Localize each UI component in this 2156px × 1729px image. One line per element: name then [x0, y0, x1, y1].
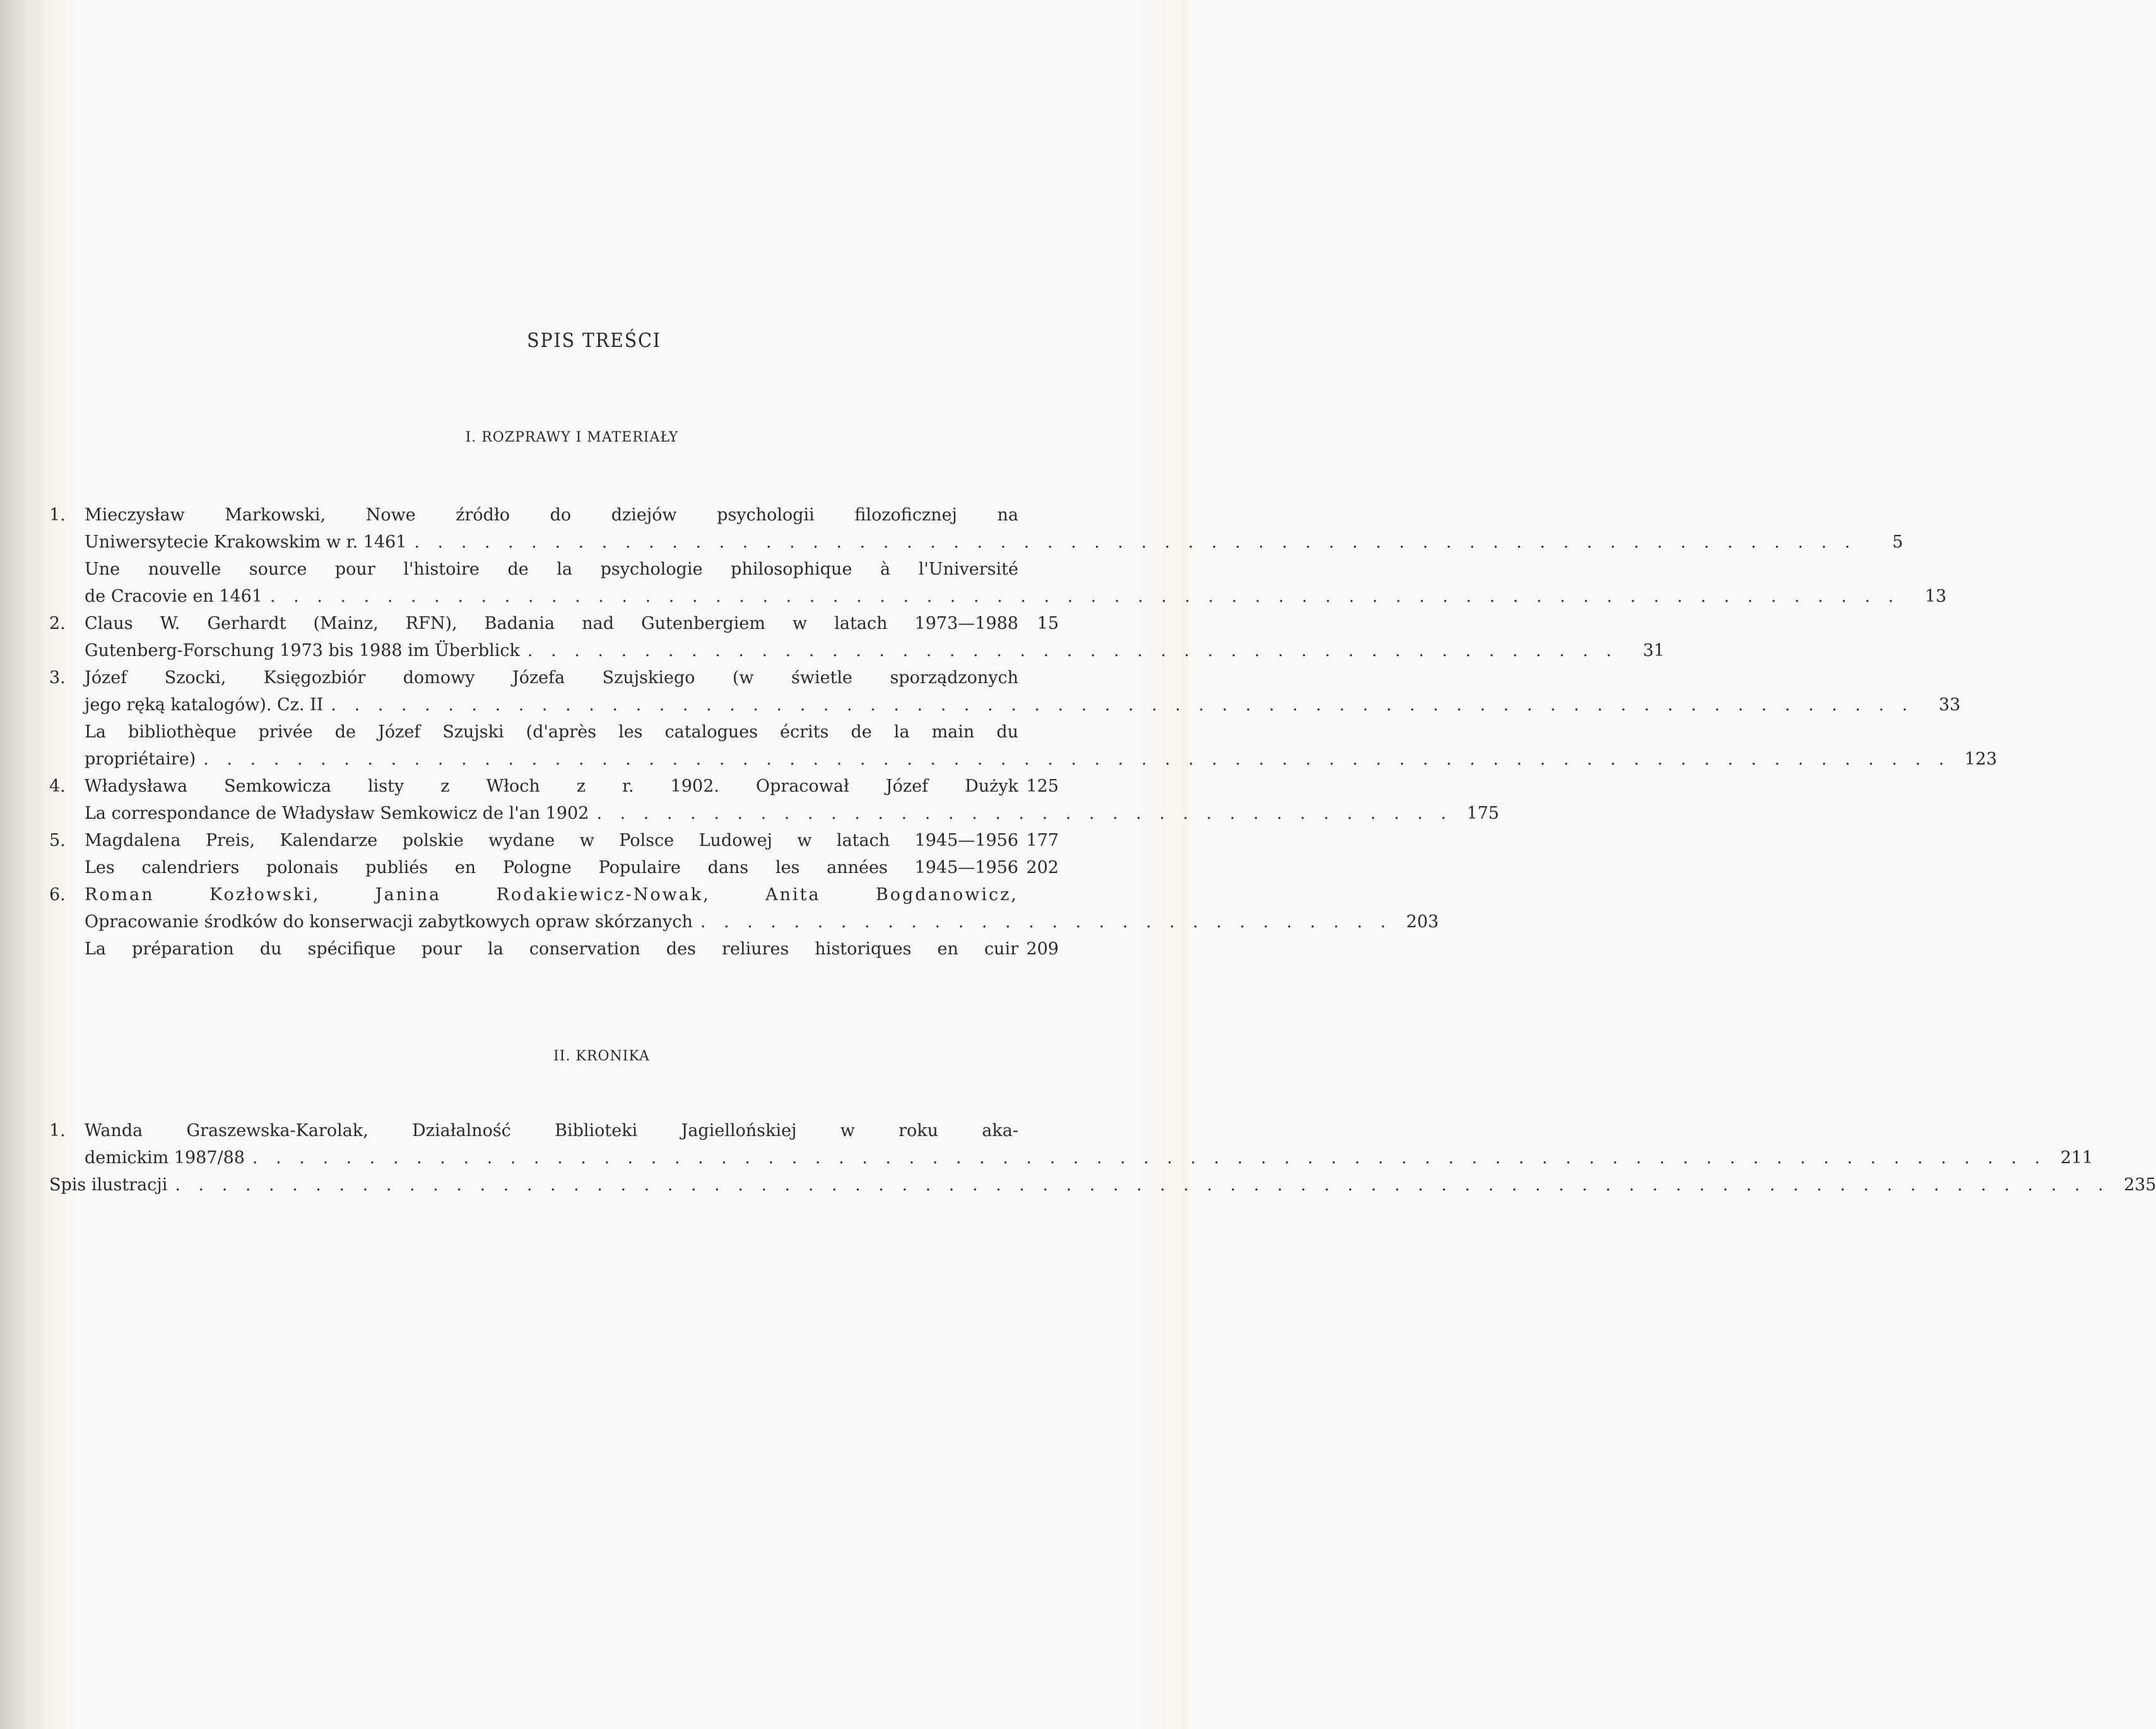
toc-section-rozprawy	[49, 501, 1998, 963]
translation-line: de Cracovie en 1461	[85, 587, 262, 606]
page-number[interactable]: 125	[1026, 777, 1059, 796]
toc-entry-line	[49, 800, 1499, 827]
toc-entry-line	[49, 773, 1059, 800]
entry-title-line: Uniwersytecie Krakowskim w r. 1461	[85, 532, 407, 552]
toc-entry-line	[49, 1117, 1059, 1144]
toc-entry-line	[49, 854, 1059, 881]
page-number[interactable]: 235	[2123, 1175, 2156, 1195]
leader-dots: . . . . . . . . . . . . . . . . . . . . . . . . . . . . . . . . . . . . . . . . . . . . . . . . . . . . . . . . . . . . . . . . . . . . . . . . . . . . .	[252, 1148, 2047, 1168]
page-title: SPIS TREŚCI	[527, 329, 661, 352]
entry-title-line: demickim 1987/88	[85, 1148, 245, 1168]
toc-entry-line	[49, 908, 1439, 935]
entry-number: 1.	[49, 505, 66, 525]
toc-section-kronika	[49, 1117, 2156, 1199]
toc-entry-line	[49, 583, 1947, 610]
section-heading-kronika: II. KRONIKA	[553, 1048, 650, 1064]
toc-entry-line	[49, 501, 1059, 529]
section-heading-rozprawy: I. ROZPRAWY I MATERIAŁY	[465, 430, 679, 445]
translation-line: propriétaire)	[85, 749, 196, 769]
entry-number: 3.	[49, 668, 66, 688]
entry-number: 4.	[49, 777, 66, 796]
entry-title-line: Magdalena Preis, Kalendarze polskie wydane w Polsce Ludowej w latach 1945—1956	[85, 831, 1018, 850]
translation-line: La préparation du spécifique pour la conservation des reliures historiques en cuir	[85, 939, 1018, 959]
toc-entry-line	[49, 1171, 2156, 1199]
translation-line: Gutenberg-Forschung 1973 bis 1988 im Überblick	[85, 641, 520, 660]
page-number[interactable]: 175	[1466, 804, 1499, 823]
entry-title-line: Władysława Semkowicza listy z Włoch z r. 1902. Opracował Józef Dużyk	[85, 777, 1018, 796]
page-number[interactable]: 5	[1892, 532, 1904, 552]
entry-title-line: Opracowanie środków do konserwacji zabytkowych opraw skórzanych	[85, 912, 693, 932]
leader-dots: . . . . . . . . . . . . . . . . . . . . . . . . . . . . . . . . . . . . . . . . . . . . . . .	[527, 641, 1618, 660]
page-number[interactable]: 211	[2060, 1148, 2094, 1168]
entry-title-line: Wanda Graszewska-Karolak, Działalność Biblioteki Jagiellońskiej w roku aka-	[85, 1121, 1018, 1140]
toc-entry-line	[49, 1144, 2094, 1171]
entry-title-line: Mieczysław Markowski, Nowe źródło do dziejów psychologii filozoficznej na	[85, 505, 1018, 525]
page-number[interactable]: 33	[1938, 695, 1961, 715]
entry-title-line: Józef Szocki, Księgozbiór domowy Józefa Szujskiego (w świetle sporządzonych	[85, 668, 1018, 688]
toc-entry-line	[49, 691, 1961, 718]
toc-entry-line	[49, 529, 1904, 556]
toc-entry-line	[49, 664, 1059, 691]
page-number[interactable]: 209	[1026, 939, 1059, 959]
entry-title-line: jego ręką katalogów). Cz. II	[85, 695, 324, 715]
toc-entry-line	[49, 718, 1059, 746]
toc-entry-line	[49, 637, 1665, 664]
page-number[interactable]: 13	[1924, 587, 1947, 606]
leader-dots: . . . . . . . . . . . . . . . . . . . . . . . . . . . . . . . . . . . . . . . . . . . . . . . . . . . . . . . . . . . . . . . . . . . . . . . . . . .	[203, 749, 1951, 769]
leader-dots: . . . . . . . . . . . . . . . . . . . . . . . . . . . . . . . . . . . . . . . . . . . . . . . . . . . . . . . . . . . . . . . . . . . . . .	[270, 587, 1900, 606]
leader-dots: . . . . . . . . . . . . . . . . . . . . . . . . . . . . . . . . . . . . . . . . . . . . . . . . . . . . . . . . . . . . . . . . . . . . . . . . . . . . . . . . . . .	[175, 1175, 2110, 1195]
leader-dots: . . . . . . . . . . . . . . . . . . . . . . . . . . . . . . . . . . . . .	[596, 804, 1452, 823]
toc-entry-line	[49, 935, 1059, 963]
toc-entry-line	[49, 610, 1059, 637]
entry-title-line: Claus W. Gerhardt (Mainz, RFN), Badania nad Gutenbergiem w latach 1973—1988	[85, 614, 1018, 633]
leader-dots: . . . . . . . . . . . . . . . . . . . . . . . . . . . . . .	[700, 912, 1393, 932]
page-number[interactable]: 203	[1406, 912, 1439, 932]
entry-title-line: Roman Kozłowski, Janina Rodakiewicz-Nowak, Anita Bogdanowicz,	[85, 885, 1018, 905]
page-number[interactable]: 202	[1026, 858, 1059, 877]
entry-number: 5.	[49, 831, 66, 850]
entry-number: 2.	[49, 614, 66, 633]
translation-line: Une nouvelle source pour l'histoire de la psychologie philosophique à l'Université	[85, 560, 1018, 579]
toc-entry-line	[49, 881, 1059, 908]
leader-dots: . . . . . . . . . . . . . . . . . . . . . . . . . . . . . . . . . . . . . . . . . . . . . . . . . . . . . . . . . . . . . . . . . . . .	[331, 695, 1914, 715]
toc-entry-line	[49, 827, 1059, 854]
illustrations-list-label: Spis ilustracji	[49, 1175, 168, 1195]
entry-number: 6.	[49, 885, 66, 905]
translation-line: La bibliothèque privée de Józef Szujski (d'après les catalogues écrits de la main du	[85, 722, 1018, 742]
page-number[interactable]: 177	[1026, 831, 1059, 850]
toc-entry-line	[49, 556, 1059, 583]
toc-entry-line	[49, 746, 1998, 773]
entry-number: 1.	[49, 1121, 66, 1140]
leader-dots: . . . . . . . . . . . . . . . . . . . . . . . . . . . . . . . . . . . . . . . . . . . . . . . . . . . . . . . . . . . . . .	[414, 532, 1857, 552]
page-number[interactable]: 123	[1964, 749, 1998, 769]
translation-line: Les calendriers polonais publiés en Pologne Populaire dans les années 1945—1956	[85, 858, 1018, 877]
page-number[interactable]: 31	[1642, 641, 1665, 660]
page-number[interactable]: 15	[1037, 614, 1059, 633]
translation-line: La correspondance de Władysław Semkowicz de l'an 1902	[85, 804, 589, 823]
